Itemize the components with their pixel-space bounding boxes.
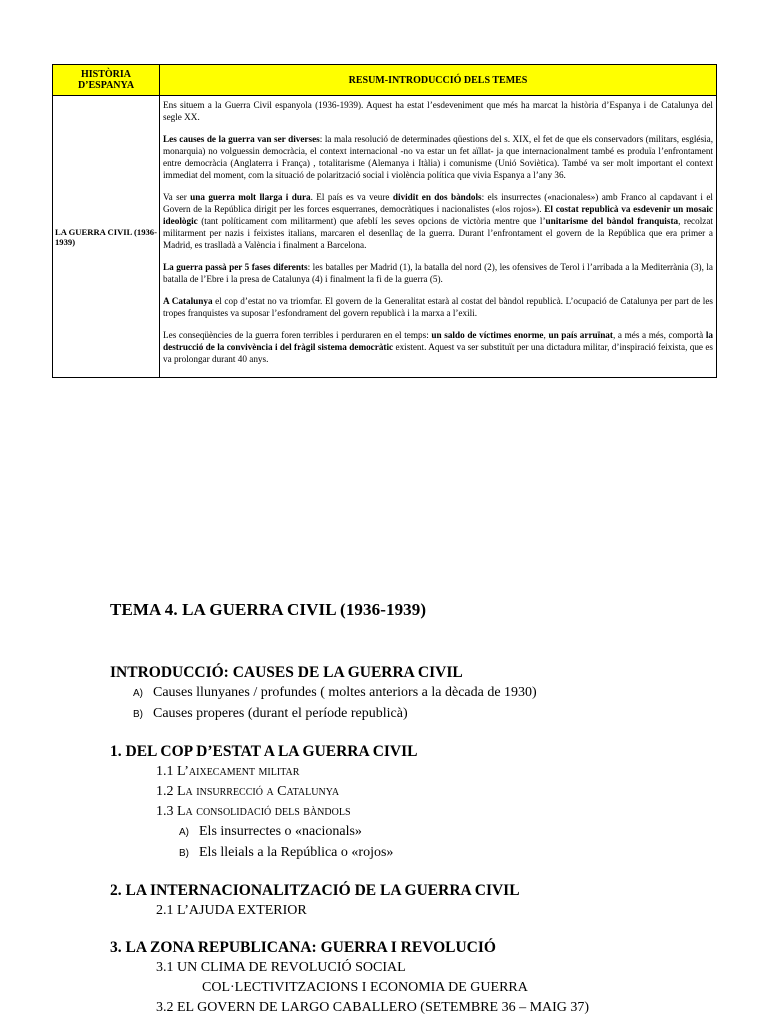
text-run: existent. Aquest va ser substituït per una dictadura militar, d’inspiració feixista, que es va prolongar durant 40 anys. [163, 342, 714, 364]
text-run: , a més a més, comportà [612, 330, 706, 340]
bold-text-run: A Catalunya [163, 296, 213, 306]
outline-subitem [110, 843, 750, 864]
section-1 [110, 741, 750, 864]
outline-item: 1.3 La consolidació dels bàndols [156, 804, 351, 819]
text-run: (tant políticament com militarment) que afeblí les seves opcions de victòria mentre que l’ [197, 216, 546, 226]
item-text: Els lleials a la República o «rojos» [199, 845, 394, 860]
summary-paragraph [163, 261, 713, 285]
outline-title: TEMA 4. LA GUERRA CIVIL (1936-1939) [110, 600, 427, 619]
summary-paragraph [163, 133, 713, 181]
table-body-row [53, 96, 717, 378]
item-text: Causes llunyanes / profundes ( moltes anteriors a la dècada de 1930) [153, 685, 537, 700]
item-letter: B) [179, 848, 189, 859]
bold-text-run: La guerra passà per 5 fases diferents [163, 262, 308, 272]
text-run: Les conseqüències de la guerra foren terribles i perduraren en el temps: [163, 330, 432, 340]
item-letter: A) [133, 688, 143, 699]
summary-text-cell [160, 96, 717, 378]
bold-text-run: Les causes de la guerra van ser diverses [163, 134, 320, 144]
outline-subitem [110, 822, 750, 843]
text-run: : els insurrectes («nacionales») amb Franco al capdavant i el Govern de la República dirigit per les forces esquerranes, democràtiques i nacionalistes («los rojos»). [163, 192, 713, 214]
summary-paragraph [163, 329, 713, 365]
section-introduction [110, 662, 750, 725]
text-run: . El país es va veure [310, 192, 393, 202]
section-title: 2. LA INTERNACIONALITZACIÓ DE LA GUERRA CIVIL [110, 882, 520, 899]
item-letter: B) [133, 709, 143, 720]
item-text: Els insurrectes o «nacionals» [199, 824, 362, 839]
section-3 [110, 937, 750, 1018]
bold-text-run: un saldo de víctimes enorme [431, 330, 544, 340]
text-run: el cop d’estat no va triomfar. El govern de la Generalitat estarà al costat del bàndol republicà. L’ocupació de Catalunya per part de les tropes franquistes va suposar l’esfondrament del govern republicà i la marxa a l’exili. [163, 296, 713, 318]
topic-label: LA GUERRA CIVIL (1936-1939) [53, 96, 160, 378]
table-header-row [53, 65, 717, 96]
outline-item: 1.2 La insurrecció a Catalunya [156, 784, 340, 799]
outline-item: 3.1 UN CLIMA DE REVOLUCIÓ SOCIAL [156, 960, 406, 975]
bold-text-run: dividit en dos bàndols [392, 192, 482, 202]
outline-subitem: COL·LECTIVITZACIONS I ECONOMIA DE GUERRA [202, 980, 528, 995]
item-text: Causes properes (durant el període republicà) [153, 706, 408, 721]
header-summary-title: RESUM-INTRODUCCIÓ DELS TEMES [160, 65, 717, 96]
outline-item: 2.1 L’AJUDA EXTERIOR [156, 903, 307, 918]
bold-text-run: un país arruïnat [548, 330, 613, 340]
text-run: Va ser [163, 192, 191, 202]
text-run: : la mala resolució de determinades qüestions del s. XIX, el fet de que els conservadors (militars, església, monarquia) no volguessin democràcia, el context internacional -no va estar un fet aïllat- ja que internacionalment també es produïa l’enfrontament entre democràcia (Anglaterra i França) , totalitarisme (Alemanya i Itàlia) i comunisme (Unió Soviètica). També va ser molt important el context immediat del moment, com la situació de polarització social i violència política que vivia Espanya a l’any 36. [163, 134, 713, 180]
section-2 [110, 880, 750, 921]
summary-table [52, 64, 717, 378]
summary-paragraph [163, 99, 713, 123]
outline-item: 3.2 EL GOVERN DE LARGO CABALLERO (SETEMBRE 36 – MAIG 37) [156, 1000, 590, 1015]
bold-text-run: la destrucció de la convivència i del fràgil sistema democràtic [163, 330, 714, 352]
outline-item [110, 704, 750, 725]
text-run: , [543, 330, 549, 340]
bold-text-run: una guerra molt llarga i dura [190, 192, 311, 202]
header-subject: HISTÒRIA D’ESPANYA [53, 65, 160, 96]
summary-paragraph [163, 295, 713, 319]
text-run: Ens situem a la Guerra Civil espanyola (1936-1939). Aquest ha estat l’esdeveniment que més ha marcat la història d’Espanya i de Catalunya del segle XX. [163, 100, 713, 122]
topic-outline [110, 600, 750, 1034]
section-title: INTRODUCCIÓ: CAUSES DE LA GUERRA CIVIL [110, 664, 463, 681]
section-title: 1. DEL COP D’ESTAT A LA GUERRA CIVIL [110, 743, 418, 760]
text-run: : les batalles per Madrid (1), la batalla del nord (2), les ofensives de Terol i l’arribada a la Mediterrània (3), la batalla de l’Ebre i la presa de Catalunya (4) i finalment la fi de la guerra (5). [163, 262, 713, 284]
bold-text-run: El costat republicà va esdevenir un mosaic ideològic [163, 204, 713, 226]
summary-paragraph [163, 191, 713, 251]
text-run: , recolzat militarment per nazis i feixistes italians, marcaren el desenllaç de la guerra. Durant l’enfrontament el govern de la República que era primer a Madrid, es traslladà a València i finalment a Barcelona. [163, 216, 713, 250]
outline-item [110, 683, 750, 704]
bold-text-run: unitarisme del bàndol franquista [545, 216, 679, 226]
outline-item: 1.1 L’aixecament militar [156, 764, 300, 779]
section-title: 3. LA ZONA REPUBLICANA: GUERRA I REVOLUCIÓ [110, 939, 496, 956]
item-letter: A) [179, 827, 189, 838]
